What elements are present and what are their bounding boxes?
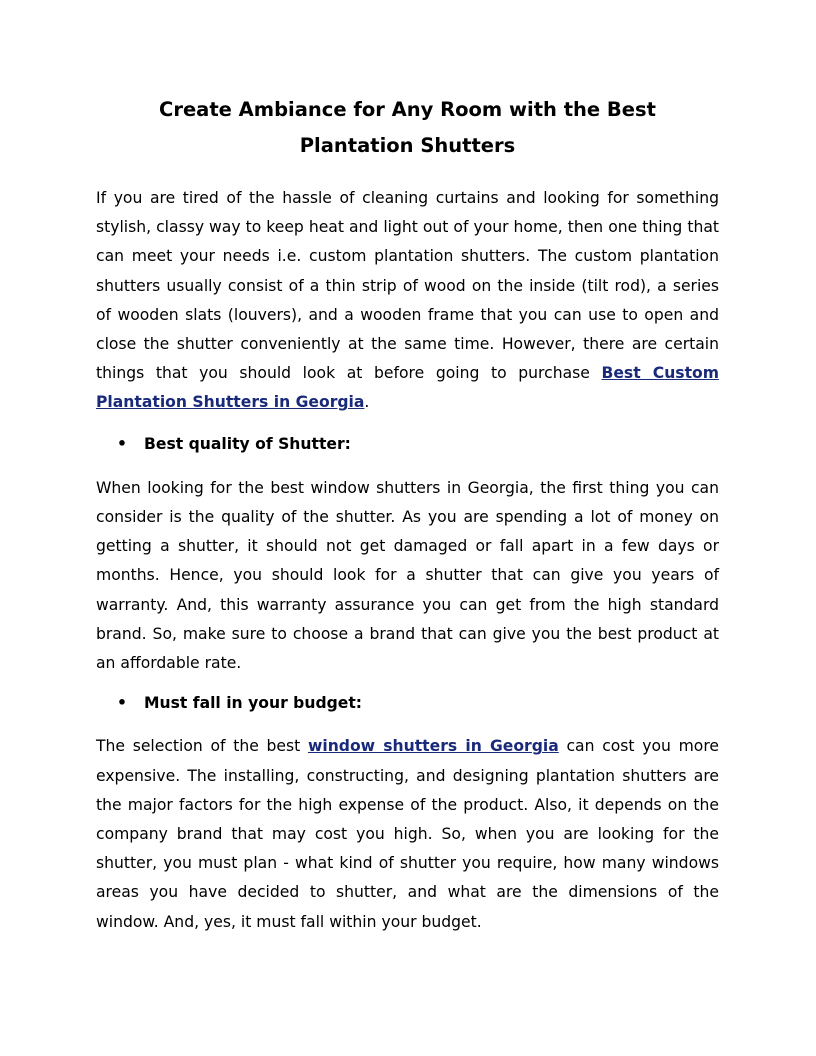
- section-heading-text: Best quality of Shutter:: [144, 434, 351, 453]
- budget-paragraph: [96, 732, 719, 936]
- page-title-line-2: Plantation Shutters: [299, 134, 516, 157]
- quality-paragraph: When looking for the best window shutters in Georgia, the first thing you can consider is the quality of the shutter. As you are spending a lot of money on getting a shutter, it should not get damaged or fall apart in a few days or months. Hence, you should look for a shutter that can give you years of warranty. And, this warranty assurance you can get from the high standard brand. So, make sure to choose a brand that can give you the best product at an affordable rate.: [96, 478, 719, 673]
- page-title-line-1: Create Ambiance for Any Room with the Best: [159, 98, 656, 121]
- bullet-icon: •: [117, 434, 127, 453]
- intro-suffix: .: [364, 393, 370, 412]
- intro-paragraph: [96, 184, 719, 418]
- document-page: [96, 92, 719, 937]
- budget-text-after: can cost you more expensive. The installing, constructing, and designing plantation shutters are the major factors for the high expense of the product. Also, it depends on the company brand that may cost you high. So, when you are looking for the shutter, you must plan - what kind of shutter you require, how many windows areas you have decided to shutter, and what are the dimensions of the window. And, yes, it must fall within your budget.: [96, 737, 719, 931]
- section-heading-quality: [96, 430, 719, 459]
- section-heading-text: Must fall in your budget:: [144, 694, 363, 713]
- section-heading-budget: [96, 689, 719, 718]
- budget-text-before: The selection of the best: [96, 737, 308, 756]
- page-title: [96, 92, 719, 164]
- best-custom-shutters-link[interactable]: Best Custom Plantation Shutters in Georgia: [96, 364, 719, 412]
- bullet-icon: •: [117, 694, 127, 713]
- window-shutters-georgia-link[interactable]: window shutters in Georgia: [307, 737, 559, 756]
- intro-text: If you are tired of the hassle of cleaning curtains and looking for something stylish, classy way to keep heat and light out of your home, then one thing that can meet your needs i.e. custom plantation shutters. The custom plantation shutters usually consist of a thin strip of wood on the inside (tilt rod), a series of wooden slats (louvers), and a wooden frame that you can use to open and close the shutter conveniently at the same time. However, there are certain things that you should look at before going to purchase: [96, 189, 719, 383]
